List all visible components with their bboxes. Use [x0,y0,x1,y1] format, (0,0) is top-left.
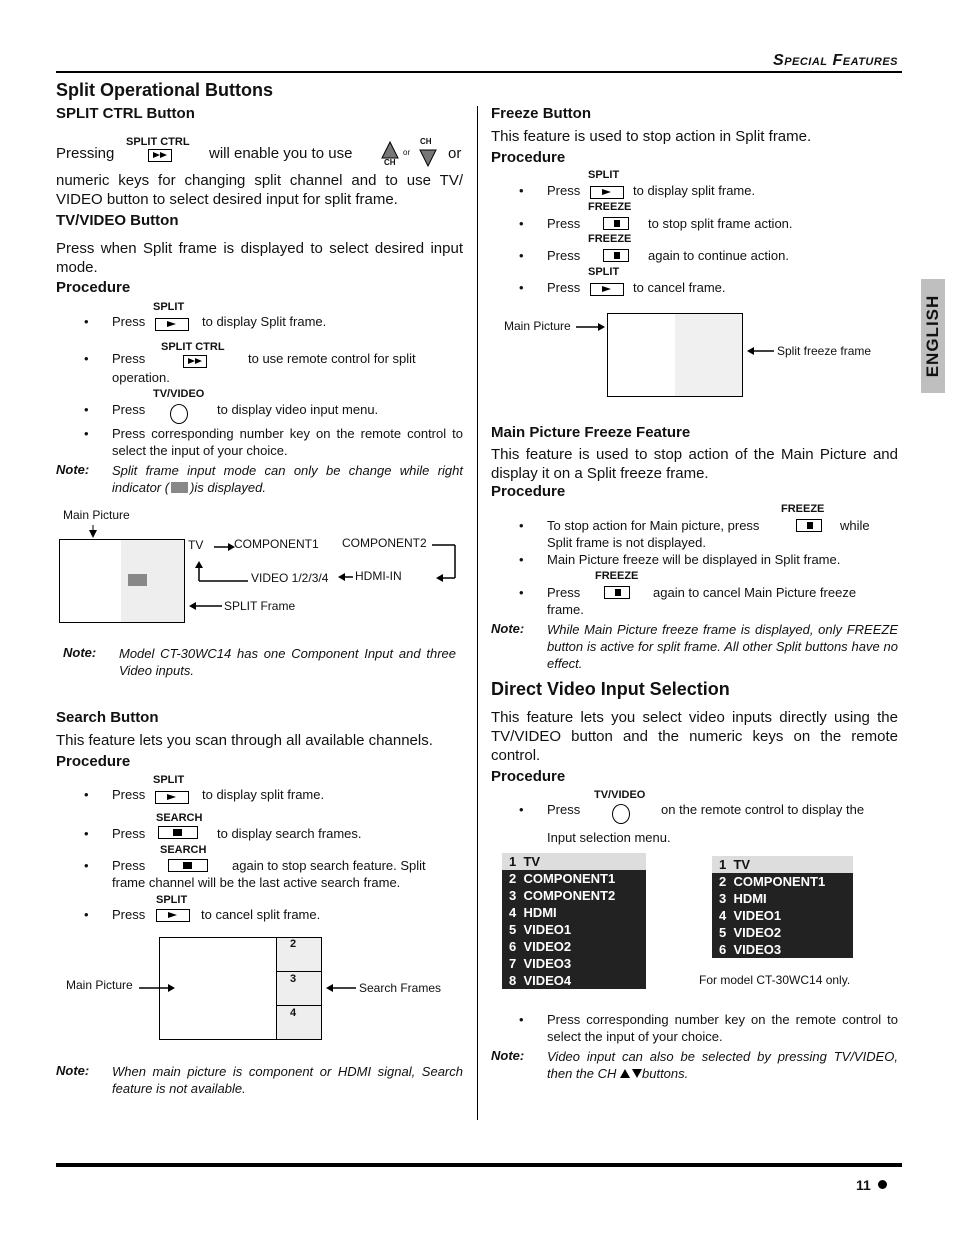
split-ctrl-pressing: Pressing [56,145,115,162]
main-freeze-bullet-1: • To stop action for Main picture, press [547,517,759,534]
menu1-item-3: 3 COMPONENT2 [509,888,616,903]
search-key-icon-1 [158,826,198,839]
search-bullet-1-text: to display split frame. [202,787,325,802]
menu1-item-4: 4 HDMI [509,905,557,920]
tv-video-bullet-3-text: to display video input menu. [217,402,379,417]
search-note: When main picture is component or HDMI signal, Search feature is not available. [112,1064,463,1096]
ch-label-down: CH [384,158,396,167]
tv-video-key-label-1: TV/VIDEO [153,388,205,400]
diag2-frame-3: 3 [290,973,297,985]
freeze-bullet-3: • Press [547,247,580,264]
main-freeze-key-label-1: FREEZE [781,503,825,515]
diag1-hdmi: HDMI-IN [355,569,402,583]
tv-video-bullet-2-text: to use remote control for split [248,351,416,366]
diag2-search-frames: Search Frames [359,981,442,995]
search-bullet-2: • Press [112,825,145,842]
tv-video-procedure: Procedure [56,279,131,296]
indicator-icon [171,482,188,493]
split-ctrl-key-label-2: SPLIT CTRL [161,341,225,353]
menu1-item-8: 8 VIDEO4 [509,973,572,988]
main-freeze-bullet-2: • Main Picture freeze will be displayed in Split frame. [547,551,840,568]
search-bullet-4-text: to cancel split frame. [201,907,321,922]
ch-or: or [403,148,411,157]
tv-video-bullet-2-text2: operation. [112,370,170,385]
freeze-desc: This feature is used to stop action in Split frame. [491,128,812,145]
main-freeze-note: While Main Picture freeze frame is displayed, only FREEZE button is active for split frame. All other Split buttons have no effect. [547,622,898,671]
search-split-icon-1 [155,791,189,804]
menu1-item-7: 7 VIDEO3 [509,956,572,971]
freeze-bullet-1-text: to display split frame. [633,183,756,198]
menu2-item-3: 3 HDMI [719,891,767,906]
direct-video-procedure: Procedure [491,768,566,785]
search-note-label: Note: [56,1063,90,1078]
search-bullet-3: • Press [112,857,145,874]
search-split-label-2: SPLIT [156,894,188,906]
freeze-heading: Freeze Button [491,105,592,122]
language-tab [921,279,945,393]
diag2-frame-2: 2 [290,938,297,950]
page-bullet-icon [878,1180,887,1189]
column-divider [477,106,478,1120]
direct-bullet-2: • Press corresponding number key on the remote control to select the input of your choice. [547,1011,898,1045]
split-ctrl-desc: numeric keys for changing split channel and to use TV/ VIDEO button to select desired input for split frame. [56,172,463,208]
split-ctrl-key-icon [148,149,172,162]
search-key-label-2: SEARCH [160,844,207,856]
model-note-label: Note: [63,645,97,660]
freeze-split-icon-1 [590,186,624,199]
main-freeze-bullet-3: • Press [547,584,580,601]
search-bullet-3-text: again to stop search feature. Split [232,858,426,873]
section-header: Special Features [773,52,898,69]
diag1-main-picture: Main Picture [63,508,130,522]
menu1-item-2: 2 COMPONENT1 [509,871,616,886]
direct-video-desc: This feature lets you select video inputs directly using the TV/VIDEO button and the numeric keys on the remote control. [491,709,898,764]
tv-video-note-a: Split frame input mode can only be change while right indicator ( [112,463,463,495]
freeze-bullet-4-text: to cancel frame. [633,280,726,295]
split-ctrl-heading: SPLIT CTRL Button [56,105,195,122]
tv-video-note [112,462,463,496]
header-rule [56,71,902,73]
menu1-item-6: 6 VIDEO2 [509,939,572,954]
split-key-icon-1 [155,318,189,331]
direct-note-text: Video input can also be selected by pressing TV/VIDEO, then the CH [547,1049,898,1081]
freeze-split-label-1: SPLIT [588,169,620,181]
diag1-component2: COMPONENT2 [342,536,427,550]
split-ctrl-enable-text: will enable you to use [209,145,353,162]
diag1-video: VIDEO 1/2/3/4 [251,571,329,585]
tv-video-bullet-1: • Press [112,313,145,330]
page-number: 11 [856,1177,871,1193]
diag1-split-frame: SPLIT Frame [224,599,296,613]
tv-video-bullet-1-text: to display Split frame. [202,314,327,329]
freeze-bullet-2: • Press [547,215,580,232]
diag3-split-freeze: Split freeze frame [777,344,872,358]
main-freeze-bullet-1-b: while [840,518,870,533]
split-key-label-1: SPLIT [153,301,185,313]
tv-video-bullet-2: • Press [112,350,145,367]
diag3-main-picture: Main Picture [504,319,571,333]
language-tab-label: ENGLISH [923,294,942,378]
freeze-key-label-2: FREEZE [588,233,632,245]
freeze-bullet-3-text: again to continue action. [648,248,789,263]
section-title-direct-video: Direct Video Input Selection [491,679,730,699]
ch-down-icon [632,1069,642,1078]
direct-bullet-1: • Press [547,801,580,818]
search-heading: Search Button [56,709,159,726]
ch-label-up: CH [420,137,432,146]
direct-note-label: Note: [491,1048,525,1063]
split-ctrl-key-label: SPLIT CTRL [126,136,190,148]
input-menu-8 [502,853,646,989]
search-bullet-4: • Press [112,906,145,923]
search-desc: This feature lets you scan through all available channels. [56,732,433,749]
main-freeze-bullet-3-text2: frame. [547,602,584,617]
menu1-item-1: 1 TV [502,853,646,870]
direct-tv-video-icon [612,804,630,824]
search-bullet-2-text: to display search frames. [217,826,362,841]
tv-video-desc: Press when Split frame is displayed to select desired input mode. [56,240,463,276]
freeze-split-label-2: SPLIT [588,266,620,278]
menu2-caption: For model CT-30WC14 only. [699,973,851,987]
tv-video-note-label: Note: [56,462,90,477]
main-freeze-procedure: Procedure [491,483,566,500]
search-split-icon-2 [156,909,190,922]
ch-up-icon [620,1069,630,1078]
tv-video-bullet-4: • Press corresponding number key on the remote control to select the input of your choice. [112,425,463,459]
direct-bullet-1-text2: Input selection menu. [547,830,671,845]
menu2-item-1: 1 TV [712,856,853,873]
input-menu-6 [712,856,853,958]
diag2-frame-4: 4 [290,1007,297,1019]
tv-video-bullet-3: • Press [112,401,145,418]
direct-bullet-1-text: on the remote control to display the [661,802,865,817]
menu2-item-2: 2 COMPONENT1 [719,874,826,889]
menu2-item-6: 6 VIDEO3 [719,942,782,957]
main-freeze-key-icon-2 [604,586,630,599]
main-freeze-key-icon-1 [796,519,822,532]
main-freeze-heading: Main Picture Freeze Feature [491,424,691,441]
search-key-icon-2 [168,859,208,872]
split-ctrl-or: or [448,145,462,162]
search-bullet-3-text2: frame channel will be the last active search frame. [112,875,401,890]
freeze-bullet-4: • Press [547,279,580,296]
model-note: Model CT-30WC14 has one Component Input and three Video inputs. [119,646,456,678]
main-freeze-note-label: Note: [491,621,525,636]
main-freeze-desc: This feature is used to stop action of the Main Picture and display it on a Split freeze frame. [491,446,898,482]
diag1-tv: TV [188,538,204,552]
menu2-item-4: 4 VIDEO1 [719,908,782,923]
freeze-procedure: Procedure [491,149,566,166]
footer-rule [56,1163,902,1167]
freeze-key-icon-1 [603,217,629,230]
freeze-bullet-1: • Press [547,182,580,199]
search-key-label-1: SEARCH [156,812,203,824]
direct-tv-video-label: TV/VIDEO [594,789,646,801]
main-freeze-key-label-2: FREEZE [595,570,639,582]
menu2-item-5: 5 VIDEO2 [719,925,782,940]
search-bullet-1: • Press [112,786,145,803]
freeze-key-label-1: FREEZE [588,201,632,213]
direct-note-text2: buttons. [642,1066,689,1081]
menu1-item-5: 5 VIDEO1 [509,922,572,937]
tv-video-key-icon-1 [170,404,188,424]
freeze-split-icon-2 [590,283,624,296]
freeze-key-icon-2 [603,249,629,262]
freeze-bullet-2-text: to stop split frame action. [648,216,793,231]
main-freeze-bullet-1-c: Split frame is not displayed. [547,535,706,550]
section-title-split: Split Operational Buttons [56,80,274,100]
diag1-component1: COMPONENT1 [234,537,319,551]
search-procedure: Procedure [56,753,131,770]
tv-video-note-b: )is displayed. [190,480,266,495]
main-freeze-bullet-3-text: again to cancel Main Picture freeze [653,585,857,600]
tv-video-heading: TV/VIDEO Button [56,212,179,229]
split-ctrl-key-icon-2 [183,355,207,368]
diag2-main-picture: Main Picture [66,978,133,992]
direct-note [547,1048,898,1082]
search-split-label-1: SPLIT [153,774,185,786]
